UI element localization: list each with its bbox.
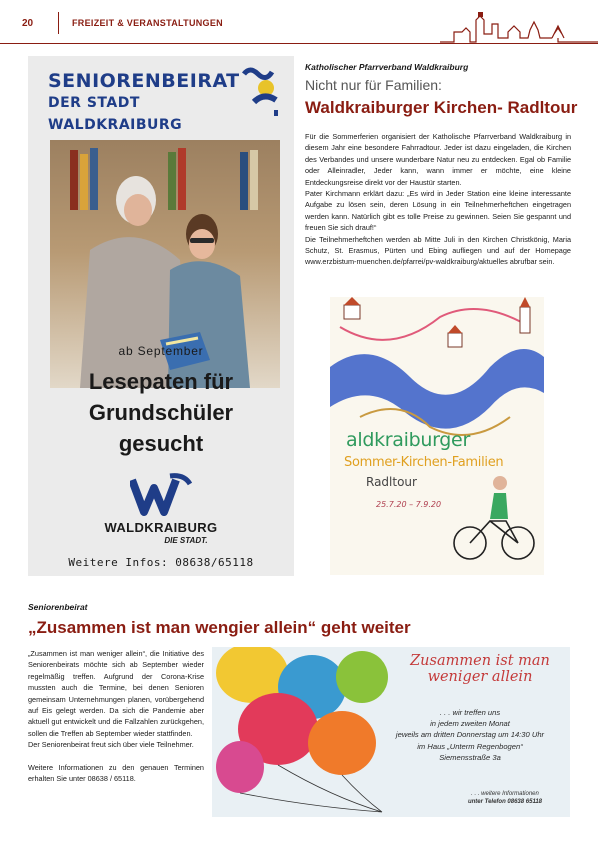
poster-title-line1: SENIORENBEIRAT [48,70,240,92]
card-body-line: in jedem zweiten Monat [430,719,510,729]
poster-title [48,70,248,136]
drawing-dates: 25.7.20 – 7.9.20 [376,500,442,509]
seniorenbeirat-logo-icon [240,62,284,122]
senior-body [28,648,204,796]
card-body-line: . . . wir treffen uns [439,708,501,717]
city-skyline-icon [440,12,598,44]
senior-title: „Zusammen ist man wengier allein“ geht weiter [28,618,411,637]
drawing-line3: Radltour [366,475,417,489]
poster-brand-sub: DIE STADT. [164,536,208,545]
header-rule [0,43,598,44]
church-subtitle: Nicht nur für Familien: [305,77,442,93]
church-paragraph: Für die Sommerferien organisiert der Katholische Pfarrverband Waldkraiburg in diesem Jahr eine besondere Fahrradtour. Jeder ist dazu eingeladen, die Kirchen des Verbandes und unsere wunderbare Natur neu zu entdecken. Egal ob Familie oder Alleinradler, Jeder kann, wann immer er möchte, eine kleine Entdeckungsreise direkt vor der Haustür starten. [305,132,571,187]
church-paragraph: Die Teilnehmerheftchen werden ab Mitte Juli in den Kirchen Christkönig, Maria Schutz, St. Erasmus, Pürten und Ebing aufliegen und auf der Homepage www.erzbistum-muenchen.de/pfarrei/pv-waldkraiburg/aktuelles abrufbar sein. [305,234,571,267]
senior-kicker: Seniorenbeirat [28,602,88,612]
poster-title-line2: DER STADT WALDKRAIBURG [48,95,183,133]
poster-brand: WALDKRAIBURG [104,520,218,535]
poster-headline-line: gesucht [118,431,204,456]
drawing-line2: Sommer-Kirchen-Familien [344,455,504,470]
card-body-line: Siemensstraße 3a [439,752,501,762]
senior-paragraph: „Zusammen ist man weniger allein“, die Initiative des Seniorenbeirats möchte sich ab September wieder regelmäßig treffen. Aufgrund der Corona-Krise mussten auch die Termine, bei denen Senioren gemeinsam Unternehmungen planen, vorübergehend auf Eis gelegt werden. Da sich die Pandemie aber aktuell gut entwickelt und die Fallzahlen zurückgehen, sollen die Treffen ab September wieder stattfinden. Der Seniorenbeirat freut sich über viele Teilnehmer. [28,649,204,750]
card-body-line: im Haus „Unterm Regenbogen“ [417,741,523,751]
card-footer [450,790,560,806]
poster-headline [28,366,294,459]
balloon-invitation-card [212,647,570,817]
church-title: Waldkraiburger Kirchen- Radltour [305,98,578,117]
poster-headline-line: Grundschüler [88,400,234,425]
card-title [400,653,560,685]
card-footer-line: . . . weitere Informationen [471,791,539,797]
poster-info: Weitere Infos: 08638/65118 [68,556,254,569]
radltour-drawing [330,297,544,575]
section-title: FREIZEIT & VERANSTALTUNGEN [72,18,223,28]
card-body [380,707,560,763]
poster-date: ab September [118,344,204,358]
card-title-line: Zusammen ist man [410,653,550,669]
card-body-line: jeweils am dritten Donnerstag um 14:30 Uhr [395,730,545,740]
card-footer-line: unter Telefon 08638 65118 [467,799,543,805]
church-body [305,131,571,268]
balloons-icon [212,647,392,817]
page-number: 20 [22,18,34,29]
senior-paragraph: Weitere Informationen zu den genauen Terminen erhalten Sie unter 08638 / 65118. [28,763,204,784]
church-paragraph: Pater Kirchmann erklärt dazu: „Es wird in Jeder Station eine kleine interessante Aufgabe zu lösen sein, deren Lösung in ein Teilnehmerheftchen eingetragen werden kann. Natürlich gibt es tolle Preise zu gewinnen. Seien Sie gespannt und freuen Sie sich drauf!“ [305,189,571,233]
waldkraiburg-logo-icon [130,472,192,516]
card-title-line: weniger allein [427,669,533,685]
poster-headline-line: Lesepaten für [88,369,234,394]
lesepaten-poster [28,56,294,576]
church-kicker: Katholischer Pfarrverband Waldkraiburg [305,62,469,72]
header-divider [58,12,59,34]
drawing-line1: aldkraiburger [346,429,470,451]
